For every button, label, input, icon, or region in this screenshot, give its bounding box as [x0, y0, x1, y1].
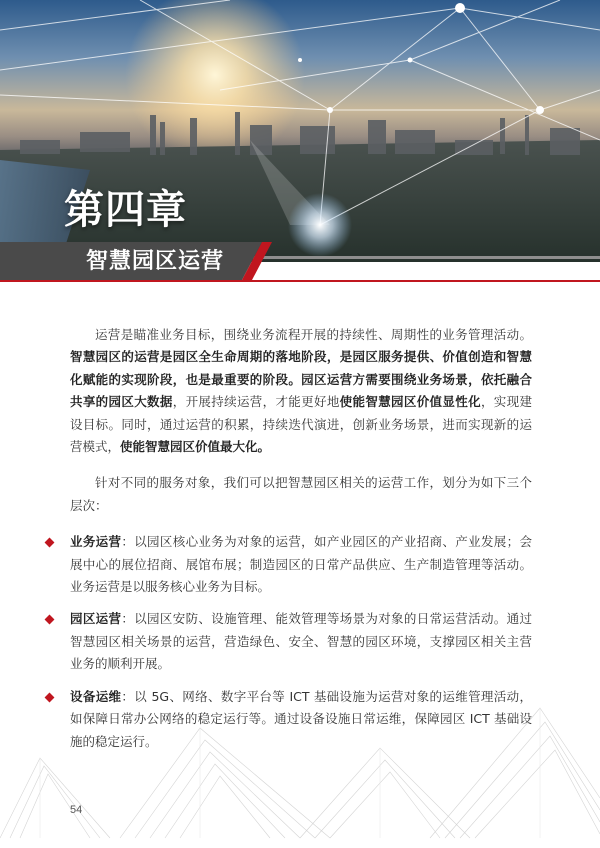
- list-item-business-operation: [70, 531, 532, 598]
- intro-bold-2: 使能智慧园区价值显性化: [339, 394, 481, 410]
- section-title: 智慧园区运营: [86, 249, 225, 274]
- levels-intro-paragraph: 针对不同的服务对象，我们可以把智慧园区相关的运营工作，划分为如下三个层次：: [70, 475, 532, 513]
- bullet-text: ：以园区安防、设施管理、能效管理等场景为对象的日常运营活动。通过智慧园区相关场景的运营，营造绿色、安全、智慧的园区环境，支撑园区相关主营业务的顺利开展。: [70, 611, 532, 672]
- list-item-park-operation: [70, 608, 532, 675]
- bullet-text: ：以园区核心业务为对象的运营，如产业园区的产业招商、产业发展；会展中心的展位招商、展馆布展；制造园区的日常产品供应、生产制造管理等活动。业务运营是以服务核心业务为目标。: [70, 534, 532, 595]
- intro-bold-3: 使能智慧园区价值最大化。: [120, 439, 271, 455]
- bullet-text: ：以 5G、网络、数字平台等 ICT 基础设施为运营对象的运维管理活动，如保障日常办公网络的稳定运行等。通过设备设施日常运维，保障园区 ICT 基础设施的稳定运行。: [70, 688, 532, 749]
- bullet-term: 业务运营: [70, 534, 122, 550]
- intro-paragraph: [70, 324, 532, 458]
- red-diamond-icon: [45, 615, 55, 625]
- footer-architecture-art: [0, 688, 600, 848]
- chapter-title: 第四章: [64, 187, 187, 233]
- intro-text-2: ，开展持续运营，才能更好地: [172, 394, 340, 410]
- bullet-term: 园区运营: [70, 611, 122, 627]
- intro-bold-1: 智慧园区的运营是园区全生命周期的落地阶段，是园区服务提供、价值创造和智慧化赋能的实现阶段，也是最重要的阶段。园区运营方需要围绕业务场景，依托融合共享的园区大数据: [70, 349, 532, 410]
- intro-text-1: 运营是瞄准业务目标，围绕业务流程开展的持续性、周期性的业务管理活动。: [95, 327, 532, 342]
- red-diamond-icon: [45, 538, 55, 548]
- intro-text-3: ，实现建设目标。同时，通过运营的积累，持续迭代演进，创新业务场景，进而实现新的运营模式，: [70, 394, 532, 455]
- bullet-term: 设备运维: [70, 688, 122, 704]
- page-number: 54: [70, 804, 83, 816]
